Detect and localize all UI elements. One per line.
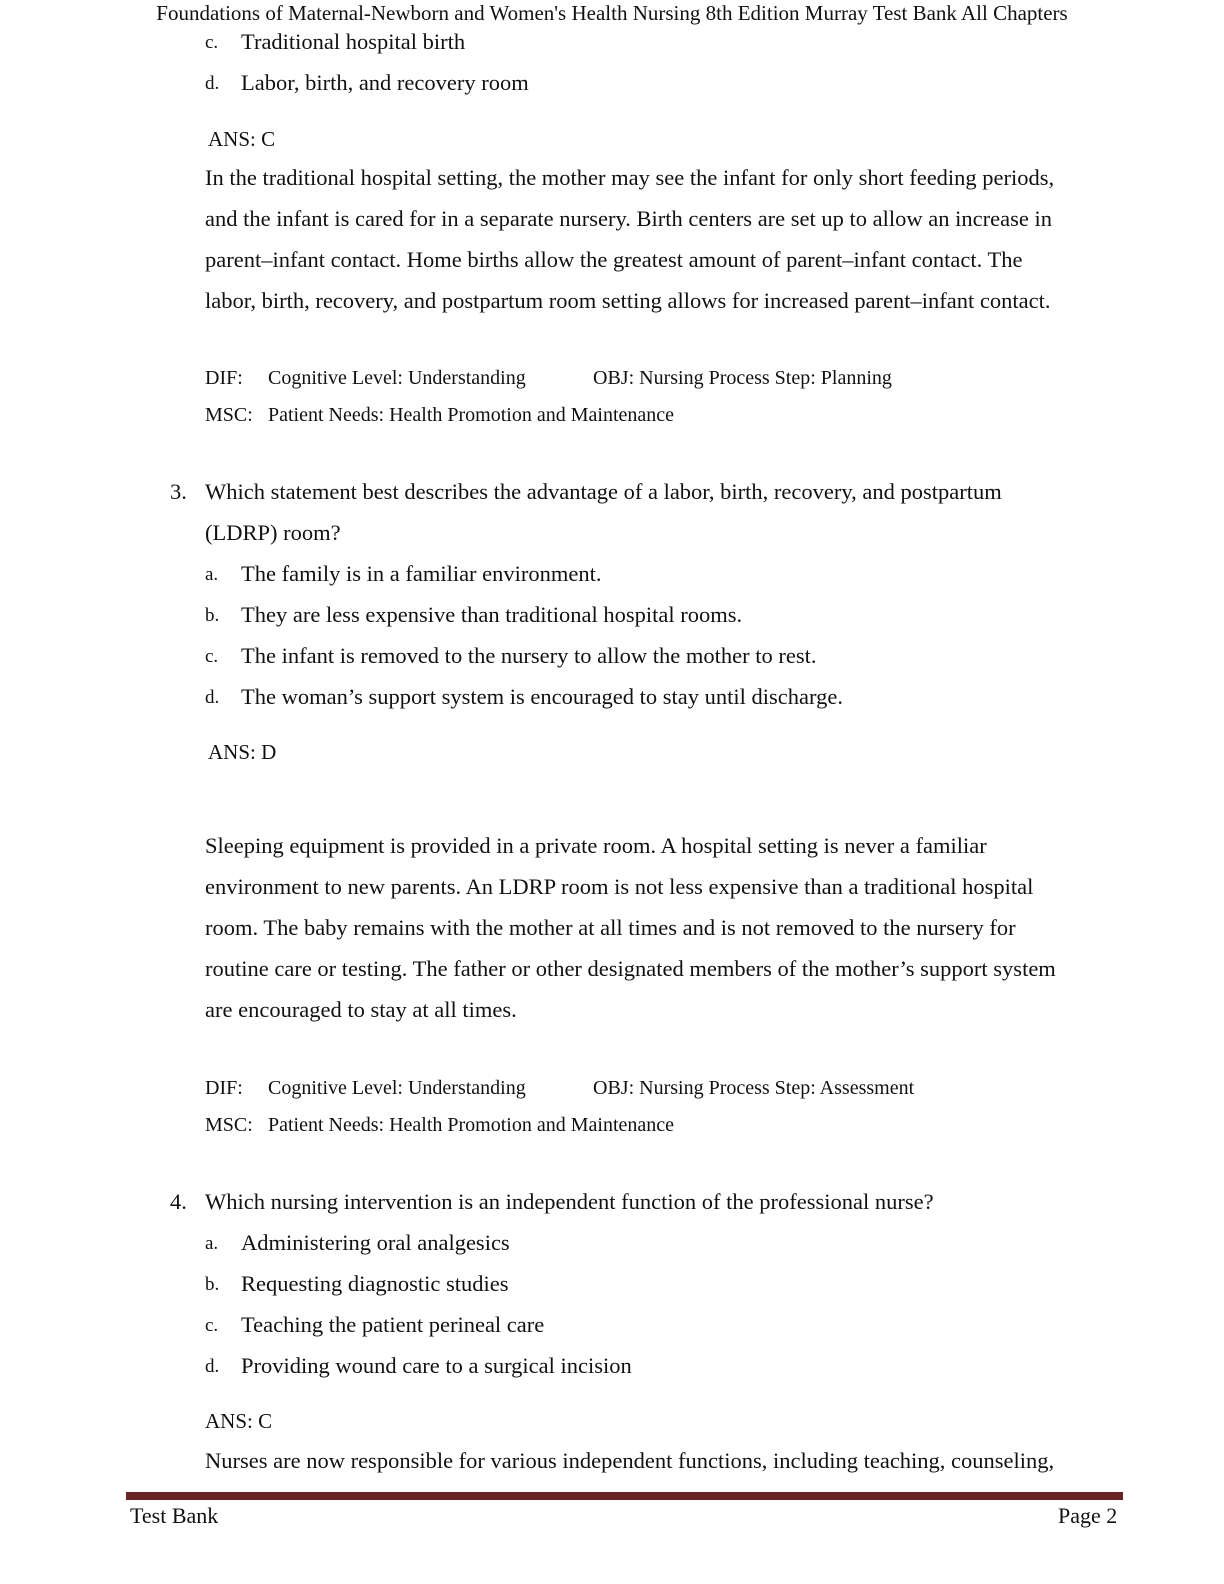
rationale-line: environment to new parents. An LDRP room is not less expensive than a traditional hospital: [205, 874, 1034, 899]
option-text: The family is in a familiar environment.: [241, 561, 602, 586]
option-letter: c.: [205, 32, 219, 53]
dif-value: Cognitive Level: Understanding: [268, 367, 526, 389]
option-text: Labor, birth, and recovery room: [241, 70, 529, 95]
option-letter: d.: [205, 1356, 220, 1377]
option-text: The infant is removed to the nursery to allow the mother to rest.: [241, 643, 817, 668]
rationale-line: parent–infant contact. Home births allow the greatest amount of parent–infant contact. The: [205, 247, 1023, 272]
option-text: Traditional hospital birth: [241, 29, 466, 54]
question-stem: (LDRP) room?: [205, 520, 341, 545]
option-letter: b.: [205, 1274, 220, 1295]
rationale-line: and the infant is cared for in a separate nursery. Birth centers are set up to allow an increase in: [205, 206, 1052, 231]
question-number: 4.: [170, 1189, 187, 1214]
question-number: 3.: [170, 479, 187, 504]
rationale-line: Nurses are now responsible for various independent functions, including teaching, counseling,: [205, 1448, 1055, 1473]
answer-key: ANS: C: [205, 1409, 273, 1433]
rationale-line: are encouraged to stay at all times.: [205, 997, 517, 1022]
obj-value: OBJ: Nursing Process Step: Assessment: [593, 1077, 915, 1099]
option-letter: a.: [205, 564, 219, 585]
page-header-title: Foundations of Maternal-Newborn and Women's Health Nursing 8th Edition Murray Test Bank All Chapters: [156, 1, 1068, 25]
option-letter: d.: [205, 73, 220, 94]
option-text: The woman’s support system is encouraged to stay until discharge.: [241, 684, 843, 709]
rationale-line: labor, birth, recovery, and postpartum room setting allows for increased parent–infant contact.: [205, 288, 1051, 313]
obj-value: OBJ: Nursing Process Step: Planning: [593, 367, 892, 389]
option-letter: c.: [205, 646, 219, 667]
footer-divider: [126, 1492, 1123, 1500]
msc-label: MSC:: [205, 1114, 253, 1136]
page-number: Page 2: [1058, 1503, 1118, 1528]
question-stem: Which nursing intervention is an independent function of the professional nurse?: [205, 1189, 934, 1214]
msc-value: Patient Needs: Health Promotion and Maintenance: [268, 404, 675, 426]
option-letter: b.: [205, 605, 220, 626]
option-text: Teaching the patient perineal care: [241, 1312, 545, 1337]
option-text: Requesting diagnostic studies: [241, 1271, 509, 1296]
dif-value: Cognitive Level: Understanding: [268, 1077, 526, 1099]
rationale-line: routine care or testing. The father or other designated members of the mother’s support system: [205, 956, 1056, 981]
answer-key: ANS: D: [208, 740, 277, 764]
option-letter: c.: [205, 1315, 219, 1336]
dif-label: DIF:: [205, 367, 243, 389]
footer-left-label: Test Bank: [130, 1503, 219, 1528]
msc-value: Patient Needs: Health Promotion and Maintenance: [268, 1114, 675, 1136]
rationale-line: Sleeping equipment is provided in a private room. A hospital setting is never a familiar: [205, 833, 987, 858]
msc-label: MSC:: [205, 404, 253, 426]
option-letter: d.: [205, 687, 220, 708]
option-text: They are less expensive than traditional hospital rooms.: [241, 602, 743, 627]
option-letter: a.: [205, 1233, 219, 1254]
rationale-line: room. The baby remains with the mother at all times and is not removed to the nursery for: [205, 915, 1016, 940]
answer-key: ANS: C: [208, 127, 276, 151]
option-text: Providing wound care to a surgical incision: [241, 1353, 632, 1378]
question-stem: Which statement best describes the advantage of a labor, birth, recovery, and postpartum: [205, 479, 1002, 504]
rationale-line: In the traditional hospital setting, the mother may see the infant for only short feeding periods,: [205, 165, 1055, 190]
dif-label: DIF:: [205, 1077, 243, 1099]
option-text: Administering oral analgesics: [241, 1230, 510, 1255]
